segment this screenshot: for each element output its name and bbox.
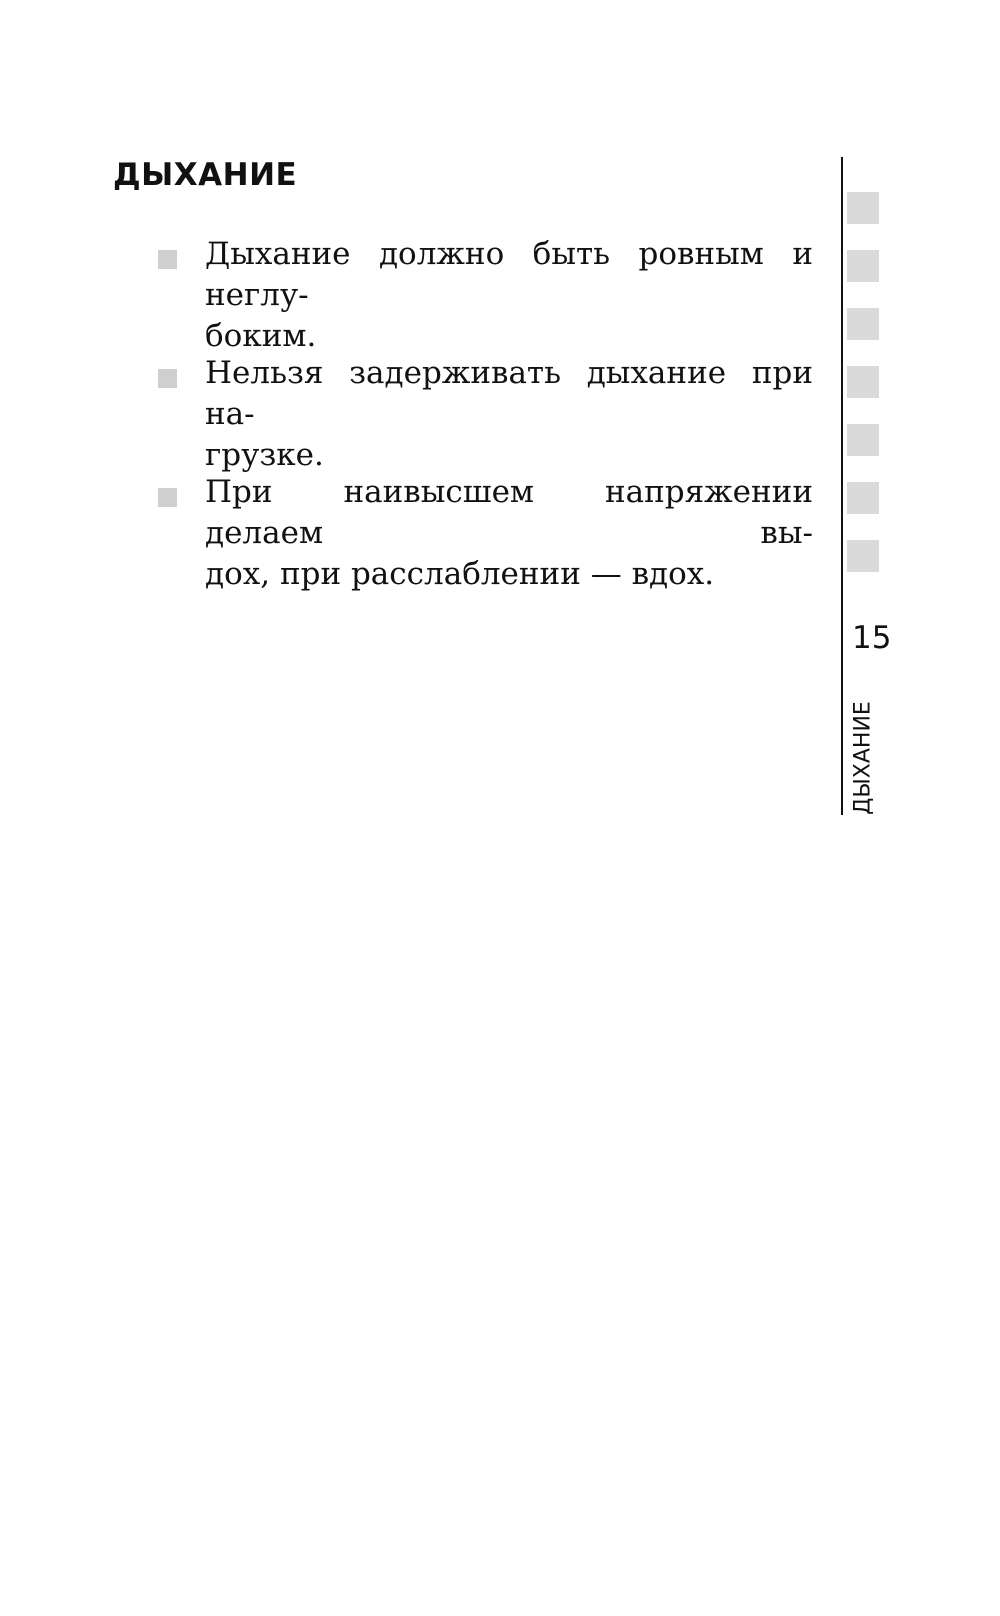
margin-divider: [841, 157, 843, 815]
square-bullet-icon: [158, 488, 177, 507]
section-title: ДЫХАНИЕ: [113, 157, 298, 193]
text-line: Дыхание должно быть ровным и неглу-: [205, 236, 813, 313]
thumb-index-squares: [847, 192, 879, 598]
bullet-list: [155, 234, 813, 595]
running-head: ДЫХАНИЕ: [850, 701, 876, 815]
square-bullet-icon: [158, 369, 177, 388]
thumb-index-square: [847, 540, 879, 572]
list-item: [155, 353, 813, 476]
list-item: [155, 234, 813, 357]
text-line: При наивысшем напряжении делаем вы-: [205, 474, 813, 551]
square-bullet-icon: [158, 250, 177, 269]
text-line: Нельзя задерживать дыхание при на-: [205, 355, 813, 432]
text-line: грузке.: [205, 437, 324, 473]
thumb-index-square: [847, 308, 879, 340]
text-line: дох, при расслаблении — вдох.: [205, 556, 715, 592]
thumb-index-square: [847, 192, 879, 224]
list-item-text: [205, 353, 813, 476]
page-number: 15: [852, 620, 892, 656]
list-item: [155, 472, 813, 595]
text-line: боким.: [205, 318, 317, 354]
thumb-index-square: [847, 482, 879, 514]
thumb-index-square: [847, 424, 879, 456]
thumb-index-square: [847, 250, 879, 282]
list-item-text: [205, 234, 813, 357]
list-item-text: [205, 472, 813, 595]
thumb-index-square: [847, 366, 879, 398]
